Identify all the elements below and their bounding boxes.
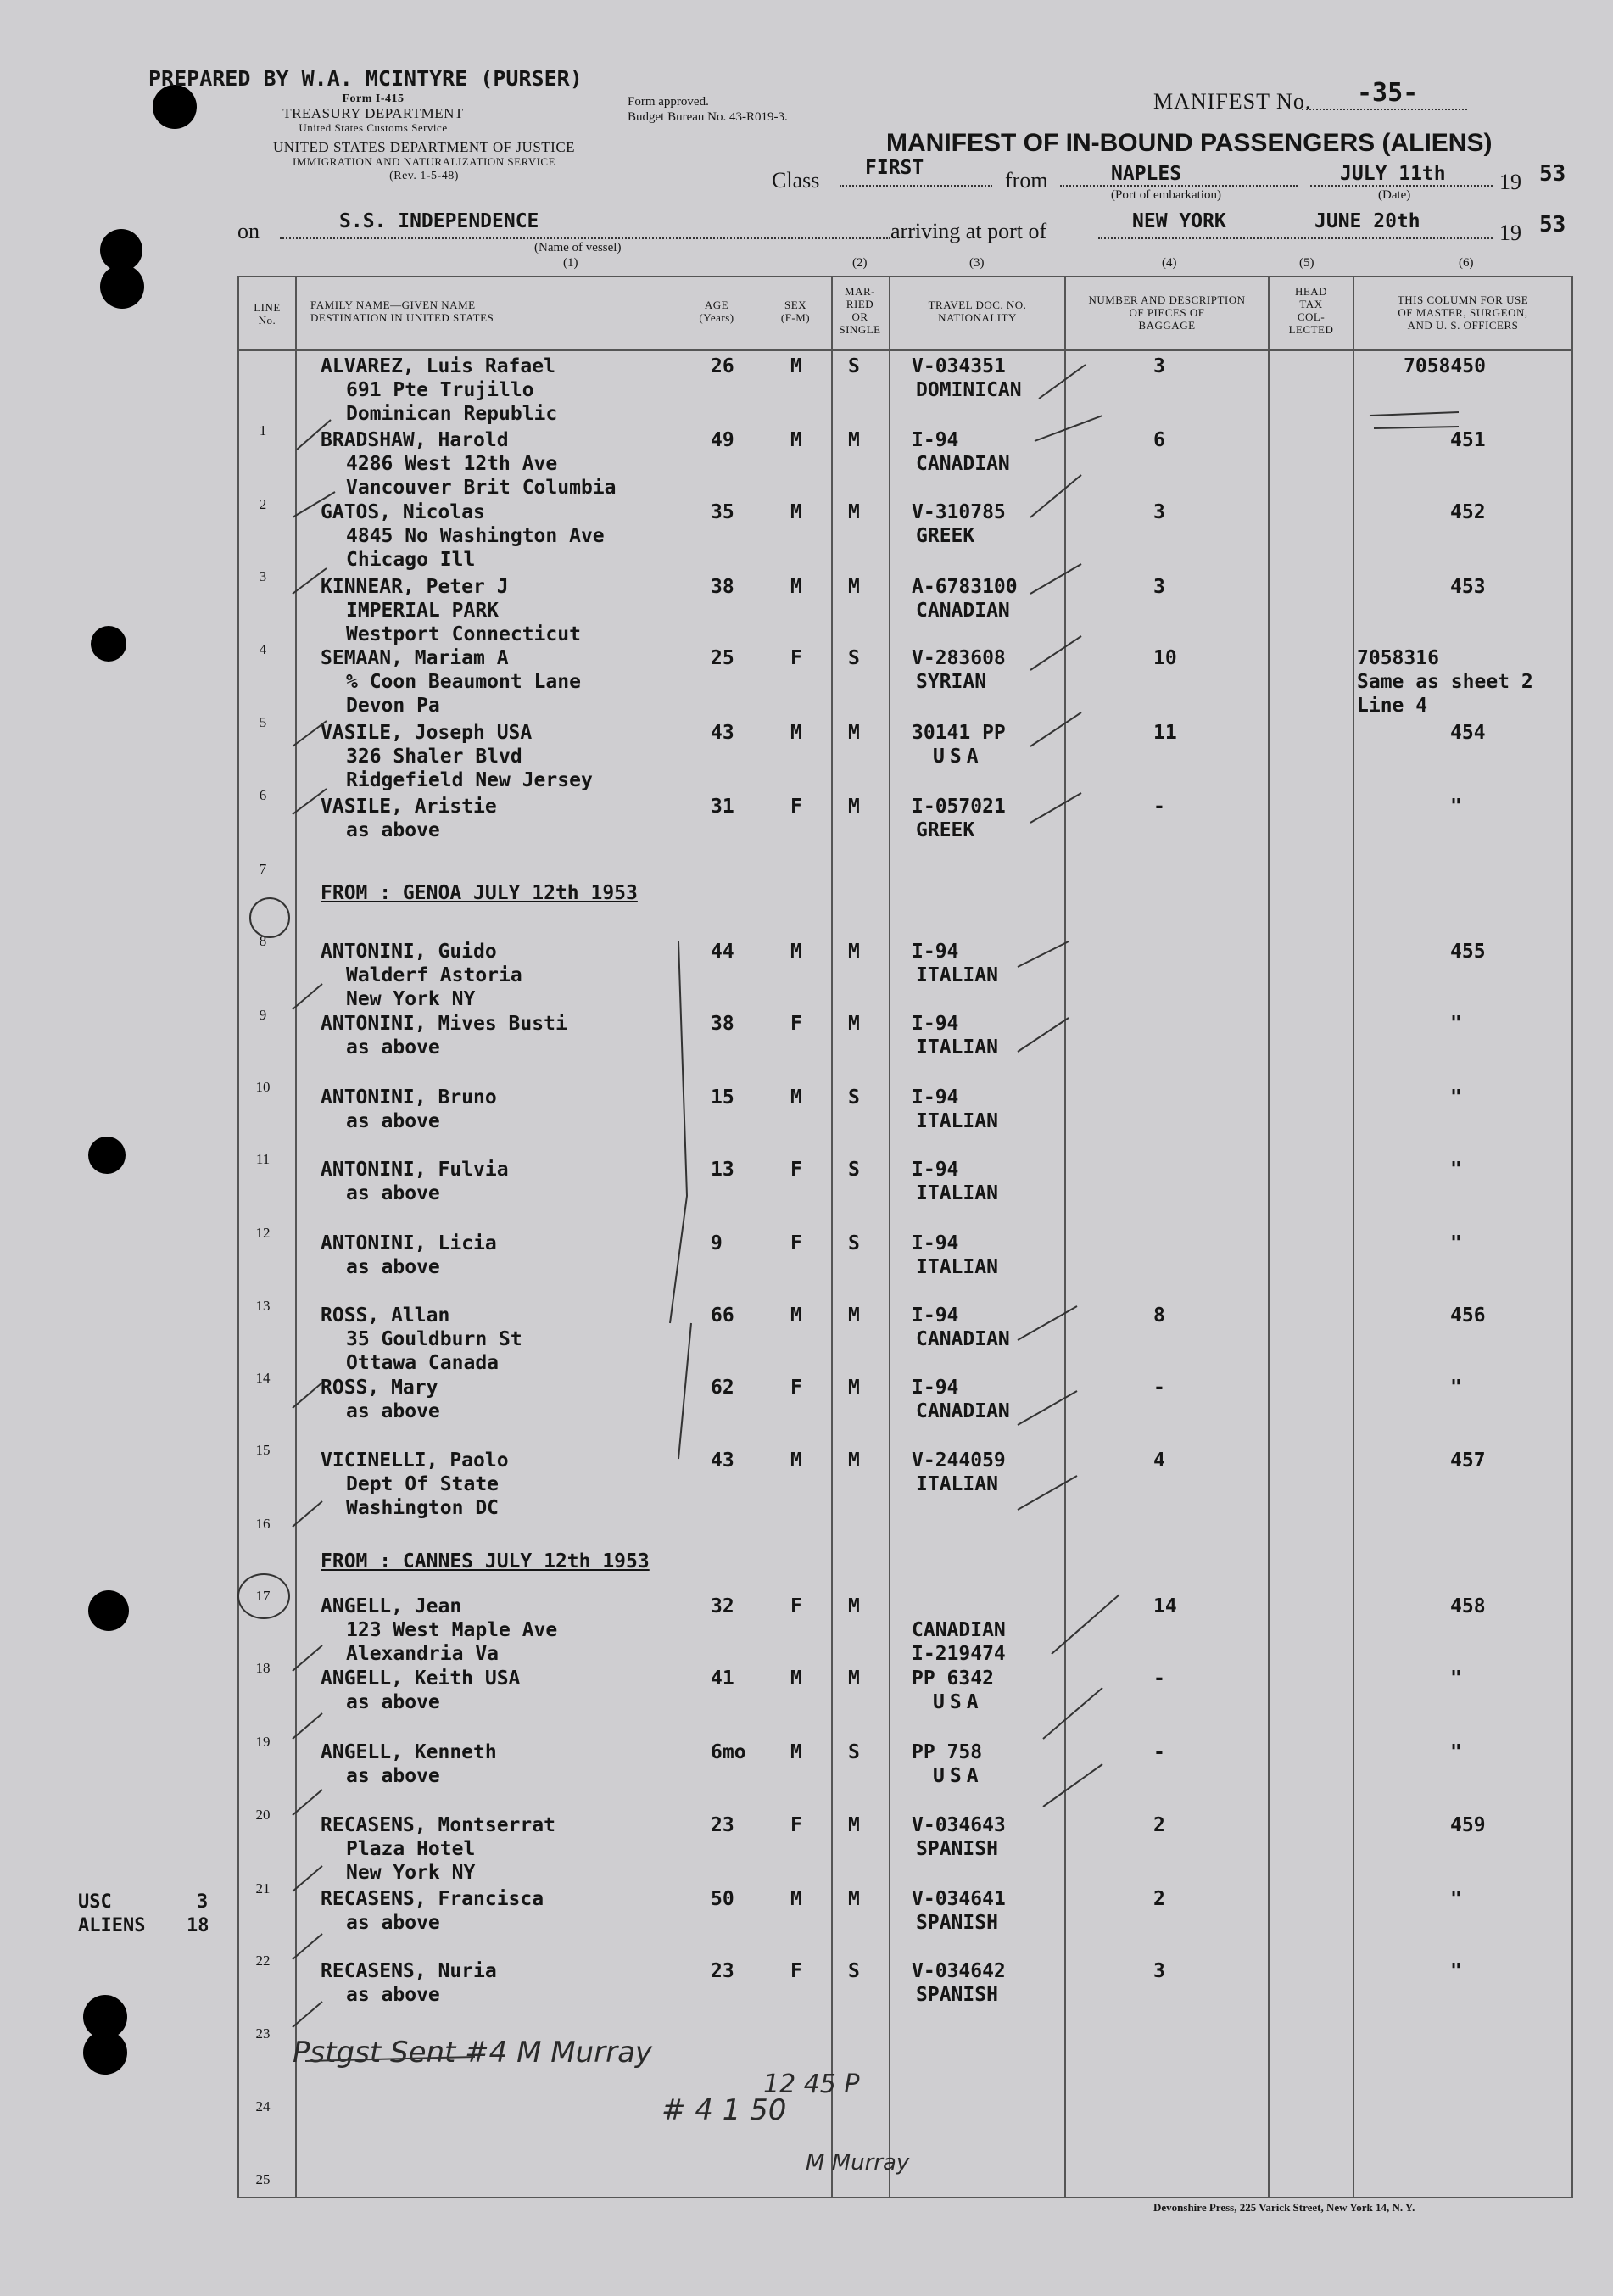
class-label: Class — [772, 168, 820, 193]
passenger-name: KINNEAR, Peter J — [321, 576, 509, 598]
passenger-nationality: SYRIAN — [916, 671, 987, 693]
line-number: 8 — [259, 933, 267, 949]
officer-note: Same as sheet 2 — [1357, 671, 1533, 693]
passenger-sex: F — [790, 1814, 802, 1836]
officer-note: " — [1450, 1668, 1462, 1690]
passenger-marital: M — [848, 796, 860, 818]
passenger-address: 4286 West 12th Ave — [346, 453, 558, 475]
passenger-doc: I-94 — [912, 1304, 959, 1327]
passenger-age: 38 — [711, 1013, 734, 1035]
officer-note: " — [1450, 1159, 1462, 1181]
prepared-by: PREPARED BY W.A. MCINTYRE (PURSER) — [148, 66, 583, 91]
col-number-3: (3) — [969, 256, 985, 270]
officer-note: 452 — [1450, 501, 1486, 523]
passenger-name: ANTONINI, Fulvia — [321, 1159, 509, 1181]
passenger-baggage: 10 — [1153, 647, 1177, 669]
passenger-sex: F — [790, 1159, 802, 1181]
passenger-doc: I-94 — [912, 429, 959, 451]
handwritten-note-4: M Murray — [806, 2150, 910, 2176]
col-header-age: AGE (Years) — [699, 299, 734, 324]
class-value: FIRST — [865, 157, 924, 179]
passenger-sex: F — [790, 1960, 802, 1982]
line-number: 14 — [255, 1370, 271, 1386]
passenger-age: 38 — [711, 576, 734, 598]
passenger-age: 35 — [711, 501, 734, 523]
passenger-address: Ridgefield New Jersey — [346, 769, 593, 791]
passenger-baggage: 11 — [1153, 722, 1177, 744]
line-number: 11 — [255, 1151, 271, 1167]
passenger-nationality: USA — [933, 1765, 984, 1787]
passenger-sex: F — [790, 1232, 802, 1254]
passenger-name: GATOS, Nicolas — [321, 501, 485, 523]
footer-printer: Devonshire Press, 225 Varick Street, New York 14, N. Y. — [1153, 2201, 1415, 2214]
passenger-marital: M — [848, 1013, 860, 1035]
passenger-address: as above — [346, 1110, 440, 1132]
line-number: 13 — [255, 1298, 271, 1314]
passenger-address: Walderf Astoria — [346, 964, 522, 986]
passenger-baggage: - — [1153, 1668, 1165, 1690]
passenger-baggage: 3 — [1153, 501, 1165, 523]
officer-note: " — [1450, 1888, 1462, 1910]
passenger-name: VASILE, Aristie — [321, 796, 497, 818]
passenger-age: 44 — [711, 941, 734, 963]
revision: (Rev. 1-5-48) — [389, 170, 459, 182]
passenger-age: 23 — [711, 1960, 734, 1982]
passenger-nationality: SPANISH — [916, 1984, 998, 2006]
col-header-baggage: NUMBER AND DESCRIPTION OF PIECES OF BAGGAGE — [1088, 293, 1246, 332]
passenger-doc: V-283608 — [912, 647, 1006, 669]
passenger-age: 13 — [711, 1159, 734, 1181]
line-number: 18 — [255, 1660, 271, 1676]
passenger-nationality: CANADIAN — [916, 453, 1010, 475]
passenger-sex: M — [790, 429, 802, 451]
passenger-doc: I-94 — [912, 941, 959, 963]
officer-note: 459 — [1450, 1814, 1486, 1836]
passenger-address: Dept Of State — [346, 1473, 500, 1495]
passenger-address: as above — [346, 1912, 440, 1934]
passenger-baggage: - — [1153, 1377, 1165, 1399]
passenger-marital: M — [848, 1888, 860, 1910]
passenger-age: 50 — [711, 1888, 734, 1910]
passenger-nationality: ITALIAN — [916, 1256, 998, 1278]
passenger-sex: M — [790, 1668, 802, 1690]
manifest-no-value: -35- — [1357, 78, 1419, 108]
passenger-doc: V-034642 — [912, 1960, 1006, 1982]
passenger-doc: V-310785 — [912, 501, 1006, 523]
passenger-sex: M — [790, 941, 802, 963]
arrival-year-suffix: 53 — [1539, 212, 1566, 237]
passenger-nationality: CANADIAN — [916, 600, 1010, 622]
officer-note: 457 — [1450, 1450, 1486, 1472]
passenger-address: % Coon Beaumont Lane — [346, 671, 581, 693]
passenger-doc: I-94 — [912, 1232, 959, 1254]
officer-note: " — [1450, 796, 1462, 818]
passenger-baggage: 8 — [1153, 1304, 1165, 1327]
passenger-marital: M — [848, 1304, 860, 1327]
passenger-address: Chicago Ill — [346, 549, 476, 571]
passenger-doc: I-94 — [912, 1159, 959, 1181]
officer-note: 454 — [1450, 722, 1486, 744]
passenger-name: SEMAAN, Mariam A — [321, 647, 509, 669]
passenger-baggage: 4 — [1153, 1450, 1165, 1472]
arrival-date-value: JUNE 20th — [1314, 210, 1420, 232]
passenger-address: as above — [346, 1984, 440, 2006]
passenger-marital: S — [848, 1741, 860, 1763]
col-header-officers: THIS COLUMN FOR USE OF MASTER, SURGEON, AND U. S. OFFICERS — [1397, 293, 1529, 332]
passenger-address: Vancouver Brit Columbia — [346, 477, 617, 499]
section-genoa: FROM : GENOA JULY 12th 1953 — [321, 882, 638, 904]
passenger-address: as above — [346, 1400, 440, 1422]
passenger-marital: M — [848, 1668, 860, 1690]
passenger-marital: M — [848, 576, 860, 598]
from-value: NAPLES — [1111, 163, 1182, 185]
passenger-address: 35 Gouldburn St — [346, 1328, 522, 1350]
passenger-marital: S — [848, 1960, 860, 1982]
passenger-baggage: - — [1153, 796, 1165, 818]
passenger-name: ANTONINI, Licia — [321, 1232, 497, 1254]
passenger-nationality: ITALIAN — [916, 1182, 998, 1204]
officer-note: " — [1450, 1232, 1462, 1254]
passenger-marital: M — [848, 1814, 860, 1836]
officer-note: 453 — [1450, 576, 1486, 598]
line-number: 1 — [259, 422, 267, 439]
passenger-age: 23 — [711, 1814, 734, 1836]
year-prefix: 19 — [1499, 170, 1521, 194]
passenger-address: as above — [346, 1182, 440, 1204]
col-number-2: (2) — [852, 256, 868, 270]
passenger-name: ANTONINI, Mives Busti — [321, 1013, 567, 1035]
passenger-marital: M — [848, 1377, 860, 1399]
passenger-nationality: CANADIAN — [912, 1619, 1006, 1641]
passenger-age: 25 — [711, 647, 734, 669]
passenger-name: RECASENS, Montserrat — [321, 1814, 555, 1836]
passenger-address: as above — [346, 1765, 440, 1787]
passenger-sex: M — [790, 355, 802, 377]
line-number: 25 — [255, 2171, 271, 2187]
passenger-name: ROSS, Mary — [321, 1377, 438, 1399]
manifest-title: MANIFEST OF IN-BOUND PASSENGERS (ALIENS) — [886, 129, 1493, 157]
line-number: 15 — [255, 1442, 271, 1458]
line-number: 17 — [255, 1588, 271, 1604]
line-number: 20 — [255, 1807, 271, 1823]
passenger-address: New York NY — [346, 1862, 476, 1884]
line-number: 3 — [259, 568, 267, 584]
passenger-sex: M — [790, 1450, 802, 1472]
passenger-nationality: CANADIAN — [916, 1328, 1010, 1350]
officer-note: " — [1450, 1013, 1462, 1035]
passenger-name: BRADSHAW, Harold — [321, 429, 509, 451]
passenger-name: ANGELL, Jean — [321, 1595, 462, 1617]
passenger-name: ANTONINI, Bruno — [321, 1087, 497, 1109]
col-header-travel-doc: TRAVEL DOC. NO. NATIONALITY — [928, 299, 1027, 324]
passenger-baggage: - — [1153, 1741, 1165, 1763]
col-header-name: FAMILY NAME—GIVEN NAME DESTINATION IN UNITED STATES — [310, 299, 494, 324]
passenger-name: ANGELL, Kenneth — [321, 1741, 497, 1763]
passenger-name: VASILE, Joseph USA — [321, 722, 533, 744]
passenger-nationality: ITALIAN — [916, 1473, 998, 1495]
passenger-marital: M — [848, 722, 860, 744]
line-number: 22 — [255, 1952, 271, 1969]
line-number: 16 — [255, 1516, 271, 1532]
passenger-nationality: ITALIAN — [916, 1036, 998, 1059]
passenger-doc: A-6783100 — [912, 576, 1018, 598]
col-number-6: (6) — [1459, 256, 1474, 270]
passenger-baggage: 3 — [1153, 355, 1165, 377]
passenger-marital: M — [848, 501, 860, 523]
year-suffix: 53 — [1539, 161, 1566, 187]
line-number: 9 — [259, 1007, 267, 1023]
passenger-sex: F — [790, 796, 802, 818]
officer-note: 451 — [1450, 429, 1486, 451]
passenger-sex: M — [790, 501, 802, 523]
passenger-age: 43 — [711, 1450, 734, 1472]
passenger-age: 41 — [711, 1668, 734, 1690]
aliens-count: 18 — [187, 1915, 209, 1936]
passenger-sex: M — [790, 1888, 802, 1910]
passenger-address: Plaza Hotel — [346, 1838, 476, 1860]
passenger-age: 26 — [711, 355, 734, 377]
line-number: 5 — [259, 714, 267, 730]
handwritten-note-1: Pstgst Sent #4 M Murray — [293, 2036, 653, 2070]
passenger-doc: I-94 — [912, 1377, 959, 1399]
passenger-address: Ottawa Canada — [346, 1352, 500, 1374]
line-number: 7 — [259, 861, 267, 877]
passenger-address: Westport Connecticut — [346, 623, 581, 645]
date-value: JULY 11th — [1340, 163, 1446, 185]
arriving-label: arriving at port of — [890, 219, 1047, 243]
passenger-age: 9 — [711, 1232, 723, 1254]
manifest-no-label: MANIFEST No. — [1153, 89, 1312, 114]
passenger-sex: M — [790, 722, 802, 744]
passenger-doc: V-034643 — [912, 1814, 1006, 1836]
passenger-nationality: ITALIAN — [916, 1110, 998, 1132]
col-header-line-no: LINE No. — [254, 301, 281, 327]
passenger-address: 4845 No Washington Ave — [346, 525, 605, 547]
passenger-sex: F — [790, 647, 802, 669]
immigration-service: IMMIGRATION AND NATURALIZATION SERVICE — [292, 155, 556, 168]
officer-note: 458 — [1450, 1595, 1486, 1617]
port-of-embarkation: (Port of embarkation) — [1111, 188, 1221, 202]
passenger-age: 43 — [711, 722, 734, 744]
passenger-address: 691 Pte Trujillo — [346, 379, 534, 401]
customs-service: United States Customs Service — [299, 121, 448, 134]
passenger-name: ANTONINI, Guido — [321, 941, 497, 963]
treasury-department: TREASURY DEPARTMENT — [282, 105, 464, 121]
passenger-address: Devon Pa — [346, 695, 440, 717]
passenger-marital: M — [848, 1595, 860, 1617]
arrival-port-value: NEW YORK — [1132, 210, 1226, 232]
passenger-nationality: SPANISH — [916, 1912, 998, 1934]
passenger-address: Dominican Republic — [346, 403, 558, 425]
officer-note: 455 — [1450, 941, 1486, 963]
form-approved: Form approved. — [628, 95, 709, 109]
usc-count: 3 — [197, 1891, 209, 1913]
passenger-doc: PP 6342 — [912, 1668, 994, 1690]
passenger-age: 15 — [711, 1087, 734, 1109]
passenger-marital: S — [848, 1159, 860, 1181]
officer-note: " — [1450, 1377, 1462, 1399]
passenger-doc: 30141 PP — [912, 722, 1006, 744]
arrival-year-prefix: 19 — [1499, 221, 1521, 245]
passenger-baggage: 2 — [1153, 1888, 1165, 1910]
passenger-address: New York NY — [346, 988, 476, 1010]
line-number: 2 — [259, 496, 267, 512]
line-number: 4 — [259, 641, 267, 657]
vessel-caption: (Name of vessel) — [534, 241, 622, 254]
passenger-name: VICINELLI, Paolo — [321, 1450, 509, 1472]
passenger-doc: V-244059 — [912, 1450, 1006, 1472]
passenger-nationality: CANADIAN — [916, 1400, 1010, 1422]
handwritten-note-3: # 4 1 50 — [661, 2093, 787, 2127]
line-number: 6 — [259, 787, 267, 803]
passenger-address: IMPERIAL PARK — [346, 600, 500, 622]
passenger-age: 32 — [711, 1595, 734, 1617]
usc-label: USC — [78, 1891, 112, 1913]
col-header-head-tax: HEAD TAX COL- LECTED — [1288, 285, 1334, 336]
passenger-address: 326 Shaler Blvd — [346, 746, 522, 768]
passenger-age: 62 — [711, 1377, 734, 1399]
passenger-sex: M — [790, 1741, 802, 1763]
line-number: 19 — [255, 1734, 271, 1750]
passenger-name: ALVAREZ, Luis Rafael — [321, 355, 555, 377]
passenger-name: RECASENS, Nuria — [321, 1960, 497, 1982]
passenger-baggage: 14 — [1153, 1595, 1177, 1617]
passenger-sex: F — [790, 1013, 802, 1035]
officer-note: " — [1450, 1087, 1462, 1109]
department-of-justice: UNITED STATES DEPARTMENT OF JUSTICE — [272, 139, 576, 155]
passenger-address: as above — [346, 819, 440, 841]
passenger-marital: S — [848, 1232, 860, 1254]
passenger-sex: M — [790, 1087, 802, 1109]
passenger-doc: I-94 — [912, 1087, 959, 1109]
form-number: Form I-415 — [342, 92, 405, 105]
officer-note: 7058316 — [1357, 647, 1439, 669]
passenger-baggage: 3 — [1153, 1960, 1165, 1982]
passenger-doc: V-034641 — [912, 1888, 1006, 1910]
passenger-sex: M — [790, 576, 802, 598]
passenger-nationality: DOMINICAN — [916, 379, 1022, 401]
col-header-sex: SEX (F-M) — [780, 299, 811, 324]
passenger-marital: S — [848, 647, 860, 669]
passenger-name: RECASENS, Francisca — [321, 1888, 544, 1910]
passenger-doc: PP 758 — [912, 1741, 983, 1763]
line-number: 24 — [255, 2098, 271, 2114]
officer-note: 7058450 — [1404, 355, 1486, 377]
passenger-address: 123 West Maple Ave — [346, 1619, 558, 1641]
passenger-nationality: ITALIAN — [916, 964, 998, 986]
passenger-nationality: GREEK — [916, 525, 975, 547]
passenger-address: as above — [346, 1256, 440, 1278]
passenger-name: ROSS, Allan — [321, 1304, 450, 1327]
col-number-1: (1) — [563, 256, 578, 270]
passenger-marital: S — [848, 1087, 860, 1109]
passenger-marital: M — [848, 429, 860, 451]
passenger-age: 49 — [711, 429, 734, 451]
col-header-married: MAR- RIED OR SINGLE — [839, 285, 881, 336]
date-caption: (Date) — [1378, 188, 1411, 202]
passenger-age: 31 — [711, 796, 734, 818]
passenger-doc: I-94 — [912, 1013, 959, 1035]
passenger-doc: I-057021 — [912, 796, 1006, 818]
passenger-address: as above — [346, 1691, 440, 1713]
passenger-sex: F — [790, 1377, 802, 1399]
line-number: 12 — [255, 1225, 271, 1241]
passenger-address: as above — [346, 1036, 440, 1059]
passenger-age: 66 — [711, 1304, 734, 1327]
line-number: 23 — [255, 2025, 271, 2042]
passenger-sex: M — [790, 1304, 802, 1327]
passenger-nationality: SPANISH — [916, 1838, 998, 1860]
line-number: 21 — [255, 1880, 271, 1897]
handwritten-note-2: 12 45 P — [763, 2070, 860, 2099]
passenger-age: 6mo — [711, 1741, 746, 1763]
passenger-nationality: GREEK — [916, 819, 975, 841]
passenger-baggage: 6 — [1153, 429, 1165, 451]
passenger-doc: I-219474 — [912, 1643, 1006, 1665]
passenger-nationality: USA — [933, 746, 984, 768]
passenger-baggage: 3 — [1153, 576, 1165, 598]
passenger-marital: M — [848, 941, 860, 963]
passenger-name: ANGELL, Keith USA — [321, 1668, 521, 1690]
officer-note: Line 4 — [1357, 695, 1428, 717]
passenger-address: Alexandria Va — [346, 1643, 500, 1665]
officer-note: 456 — [1450, 1304, 1486, 1327]
passenger-marital: M — [848, 1450, 860, 1472]
passenger-address: Washington DC — [346, 1497, 500, 1519]
budget-bureau: Budget Bureau No. 43-R019-3. — [628, 110, 788, 124]
col-number-5: (5) — [1299, 256, 1314, 270]
passenger-doc: V-034351 — [912, 355, 1006, 377]
officer-note: " — [1450, 1741, 1462, 1763]
passenger-marital: S — [848, 355, 860, 377]
from-label: from — [1005, 168, 1048, 193]
vessel-value: S.S. INDEPENDENCE — [339, 210, 539, 232]
passenger-nationality: USA — [933, 1691, 984, 1713]
section-cannes: FROM : CANNES JULY 12th 1953 — [321, 1550, 650, 1573]
col-number-4: (4) — [1162, 256, 1177, 270]
on-label: on — [237, 219, 260, 243]
officer-note: " — [1450, 1960, 1462, 1982]
line-number: 10 — [255, 1079, 271, 1095]
passenger-sex: F — [790, 1595, 802, 1617]
aliens-label: ALIENS — [78, 1915, 146, 1936]
passenger-baggage: 2 — [1153, 1814, 1165, 1836]
